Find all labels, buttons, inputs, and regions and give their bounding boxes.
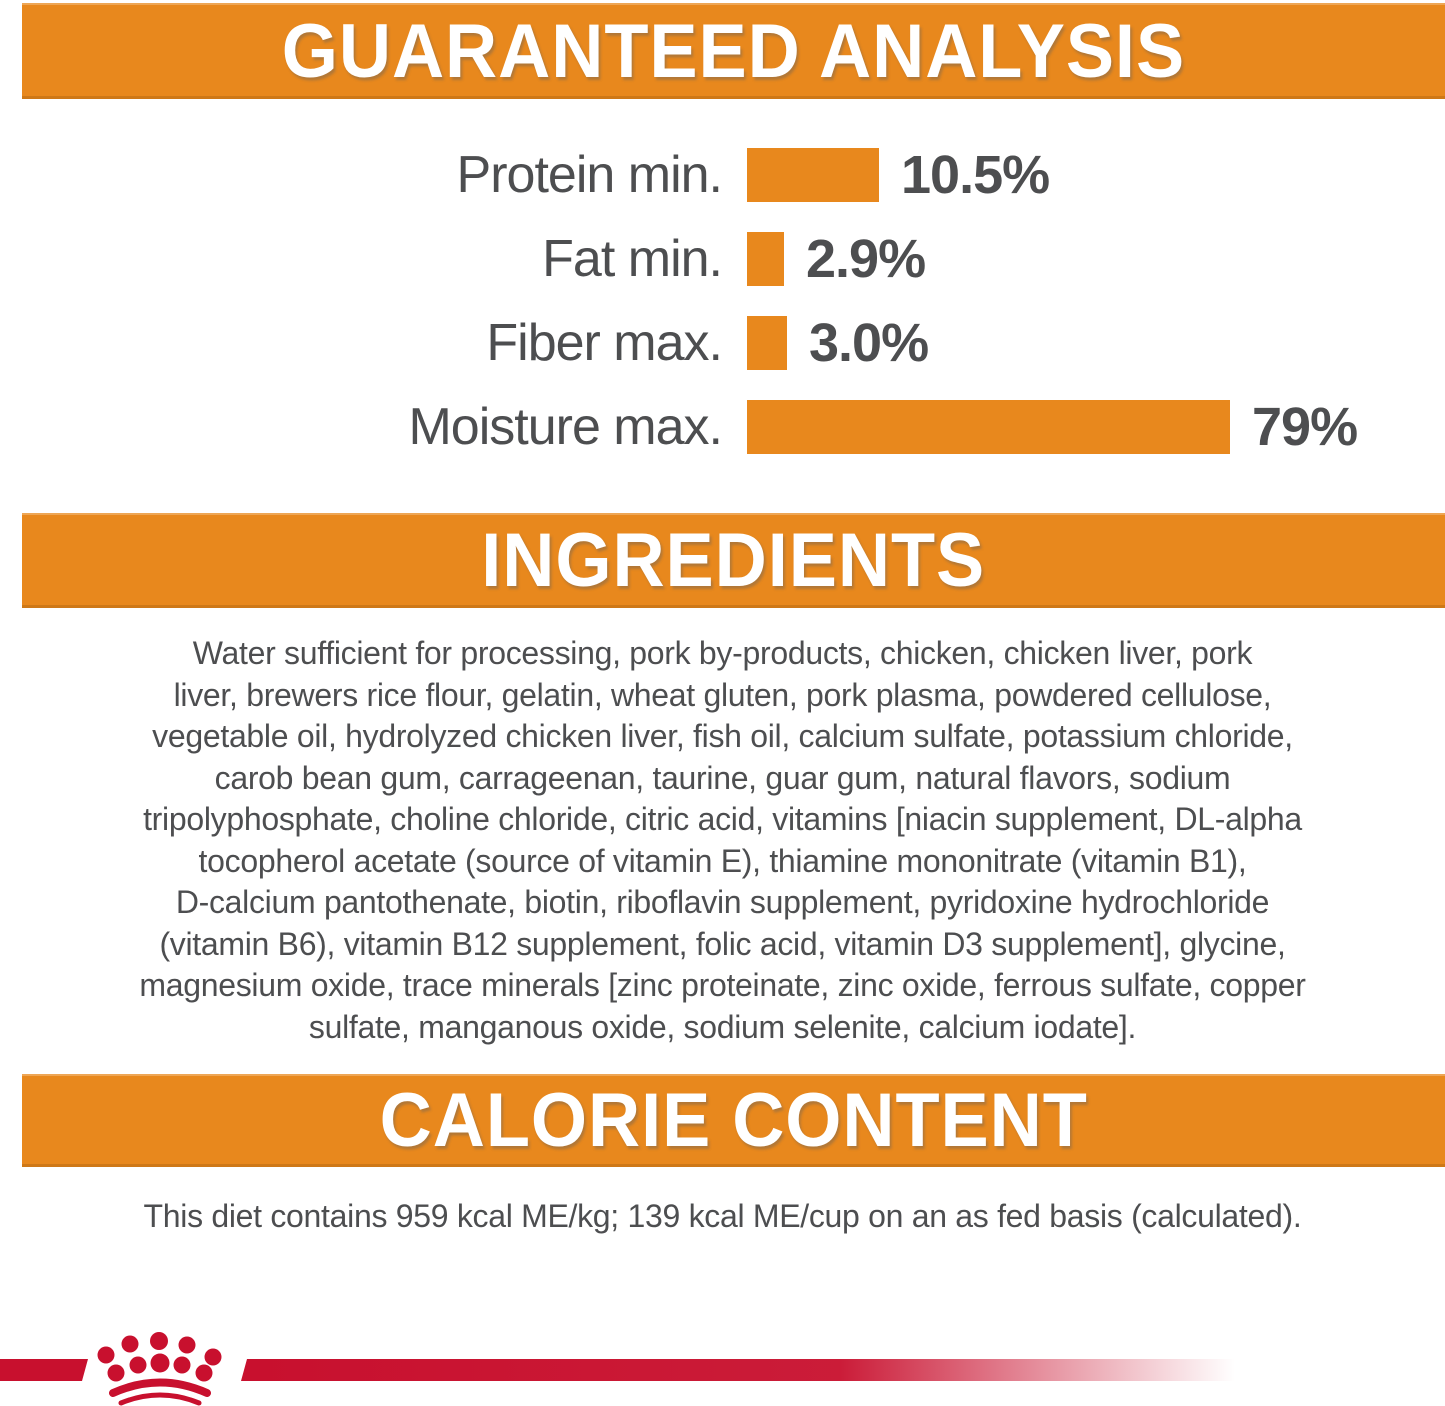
crown-ribbon	[0, 1332, 1235, 1382]
ingredients-text-line: D-calcium pantothenate, biotin, riboflavin supplement, pyridoxine hydrochloride	[175, 884, 1270, 920]
ingredients-text-line: tripolyphosphate, choline chloride, citric acid, vitamins [niacin supplement, DL-alpha	[143, 801, 1302, 837]
analysis-label: Fat min.	[542, 230, 722, 288]
ingredients-banner	[22, 513, 1445, 608]
analysis-label: Fiber max.	[486, 314, 722, 372]
calorie-content-banner	[22, 1074, 1445, 1167]
ingredients-text-line: vegetable oil, hydrolyzed chicken liver, fish oil, calcium sulfate, potassium chloride,	[152, 718, 1293, 754]
analysis-value: 10.5%	[901, 145, 1050, 205]
analysis-bar	[747, 316, 787, 370]
guaranteed-analysis-title: GUARANTEED ANALYSIS	[281, 8, 1186, 94]
crown-base-arcs	[113, 1383, 207, 1404]
analysis-bar	[747, 400, 1230, 454]
analysis-value: 3.0%	[809, 313, 929, 373]
calorie-content-title: CALORIE CONTENT	[379, 1078, 1088, 1163]
analysis-row	[0, 313, 1445, 373]
analysis-bar	[747, 148, 879, 202]
analysis-label: Moisture max.	[408, 398, 722, 456]
ingredients-title: INGREDIENTS	[481, 518, 986, 603]
calorie-content-text: This diet contains 959 kcal ME/kg; 139 kcal ME/cup on an as fed basis (calculated).	[143, 1198, 1302, 1234]
ingredients-text-line: tocopherol acetate (source of vitamin E), thiamine mononitrate (vitamin B1),	[198, 842, 1247, 879]
ingredients-text	[30, 633, 1415, 1048]
analysis-value: 2.9%	[806, 229, 926, 289]
analysis-row	[0, 229, 1445, 289]
analysis-label: Protein min.	[456, 146, 722, 204]
ribbon-right	[241, 1359, 1235, 1381]
ingredients-text-line: magnesium oxide, trace minerals [zinc proteinate, zinc oxide, ferrous sulfate, copper	[139, 967, 1306, 1003]
ingredients-text-line: carob bean gum, carrageenan, taurine, guar gum, natural flavors, sodium	[214, 759, 1231, 796]
ribbon-left	[0, 1359, 88, 1381]
ingredients-text-line: (vitamin B6), vitamin B12 supplement, folic acid, vitamin D3 supplement], glycine,	[159, 925, 1286, 962]
analysis-bar	[747, 232, 784, 286]
analysis-row	[0, 397, 1445, 457]
ingredients-text-line: liver, brewers rice flour, gelatin, wheat gluten, pork plasma, powdered cellulose,	[173, 676, 1272, 713]
guaranteed-analysis-banner	[22, 3, 1445, 99]
ingredients-text-line: sulfate, manganous oxide, sodium selenite, calcium iodate].	[308, 1008, 1137, 1045]
analysis-row	[0, 145, 1445, 205]
royal-canin-crown-icon	[0, 1330, 1445, 1406]
ingredients-text-line: Water sufficient for processing, pork by-products, chicken, chicken liver, pork	[192, 635, 1253, 671]
analysis-value: 79%	[1252, 397, 1358, 457]
